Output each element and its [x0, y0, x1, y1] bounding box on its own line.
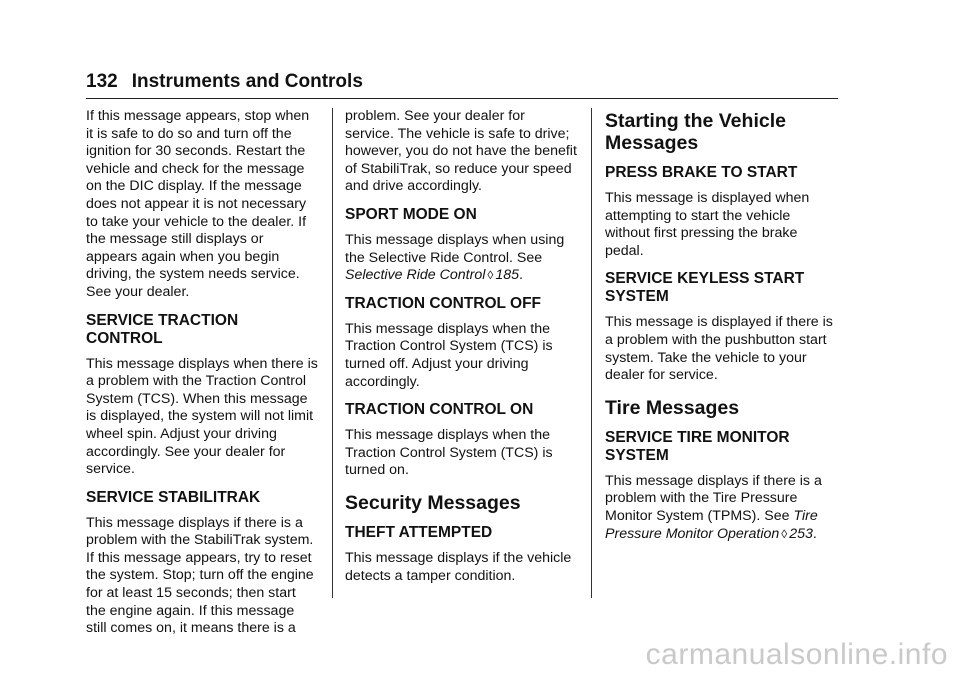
paragraph-sport-mode-on: This message displays when using the Selective Ride Control. See Selective Ride Control ◊ 185.: [345, 231, 565, 284]
heading-tire-messages: Tire Messages: [605, 396, 740, 419]
xref-tire-pressure-monitor-operation[interactable]: Tire Pressure Monitor Operation: [605, 507, 818, 542]
tire-monitor-text: This message displays if there is a problem with the Tire Pressure Monitor System (TPMS). See: [605, 472, 822, 524]
heading-traction-control-off: TRACTION CONTROL OFF: [345, 294, 542, 312]
paragraph-service-tire-monitor: This message displays if there is a problem with the Tire Pressure Monitor System (TPMS). See Tire Pressure Monitor Operation ◊ 253.: [605, 472, 822, 542]
section-title: Instruments and Controls: [131, 71, 363, 92]
sport-mode-text: This message displays when using the Selective Ride Control. See: [345, 231, 565, 266]
header-rule: [86, 98, 838, 99]
column-3: [605, 108, 837, 543]
page-number: 132: [86, 71, 118, 92]
paragraph-service-stabilitrak: This message displays if there is a problem with the StabiliTrak system. If this message appears, try to reset the system. Stop; turn off the engine for at least 15 seconds; then start the engine again. If this message still comes on, it means there is a: [86, 514, 314, 637]
column-divider-2: [591, 108, 592, 598]
xref-page-253[interactable]: 253: [789, 525, 813, 542]
xref-selective-ride-control[interactable]: Selective Ride Control: [345, 267, 486, 284]
heading-press-brake-to-start: PRESS BRAKE TO START: [605, 164, 798, 181]
heading-service-keyless-start: SERVICE KEYLESS START SYSTEM: [605, 270, 805, 306]
heading-service-stabilitrak: SERVICE STABILITRAK: [86, 488, 261, 506]
heading-service-traction-control: SERVICE TRACTION CONTROL: [86, 311, 239, 347]
column-divider-1: [332, 108, 333, 598]
heading-sport-mode-on: SPORT MODE ON: [345, 205, 477, 223]
xref-page-185[interactable]: 185: [495, 267, 519, 284]
column-2: [345, 108, 577, 585]
heading-theft-attempted: THEFT ATTEMPTED: [345, 523, 493, 541]
paragraph-theft-attempted: This message displays if the vehicle detects a tamper condition.: [345, 549, 572, 584]
paragraph-service-traction-control: This message displays when there is a problem with the Traction Control System (TCS). When this message is displayed, the system will not limit wheel spin. Adjust your driving accordingly. See your dealer for service.: [86, 355, 318, 478]
heading-service-tire-monitor: SERVICE TIRE MONITOR SYSTEM: [605, 428, 790, 464]
paragraph-traction-control-off: This message displays when the Traction Control System (TCS) is turned off. Adjust your driving accordingly.: [345, 320, 553, 390]
heading-security-messages: Security Messages: [345, 491, 521, 514]
watermark: carmanualsonline.info: [645, 638, 948, 671]
paragraph-press-brake-to-start: This message is displayed when attempting to start the vehicle without first pressing the brake pedal.: [605, 190, 810, 259]
column-1: [86, 108, 318, 638]
paragraph-intro: If this message appears, stop when it is safe to do so and turn off the ignition for 30 seconds. Restart the vehicle and check for the message on the DIC display. If the message does not appear it is not necessary to take your vehicle to the dealer. If the message still displays or appears again when you begin driving, the system needs service. See your dealer.: [86, 108, 310, 300]
page-ref-arrow-icon: ◊: [487, 268, 494, 283]
heading-starting-vehicle-messages: Starting the Vehicle Messages: [605, 110, 786, 154]
page-header: [86, 70, 838, 94]
page-ref-arrow-icon: ◊: [781, 526, 788, 541]
heading-traction-control-on: TRACTION CONTROL ON: [345, 401, 534, 419]
paragraph-stabilitrak-continued: problem. See your dealer for service. The vehicle is safe to drive; however, you do not have the benefit of StabiliTrak, so reduce your speed and drive accordingly.: [345, 108, 577, 195]
paragraph-service-keyless-start: This message is displayed if there is a problem with the pushbutton start system. Take the vehicle to your dealer for service.: [605, 314, 833, 384]
paragraph-traction-control-on: This message displays when the Traction Control System (TCS) is turned on.: [345, 427, 553, 479]
